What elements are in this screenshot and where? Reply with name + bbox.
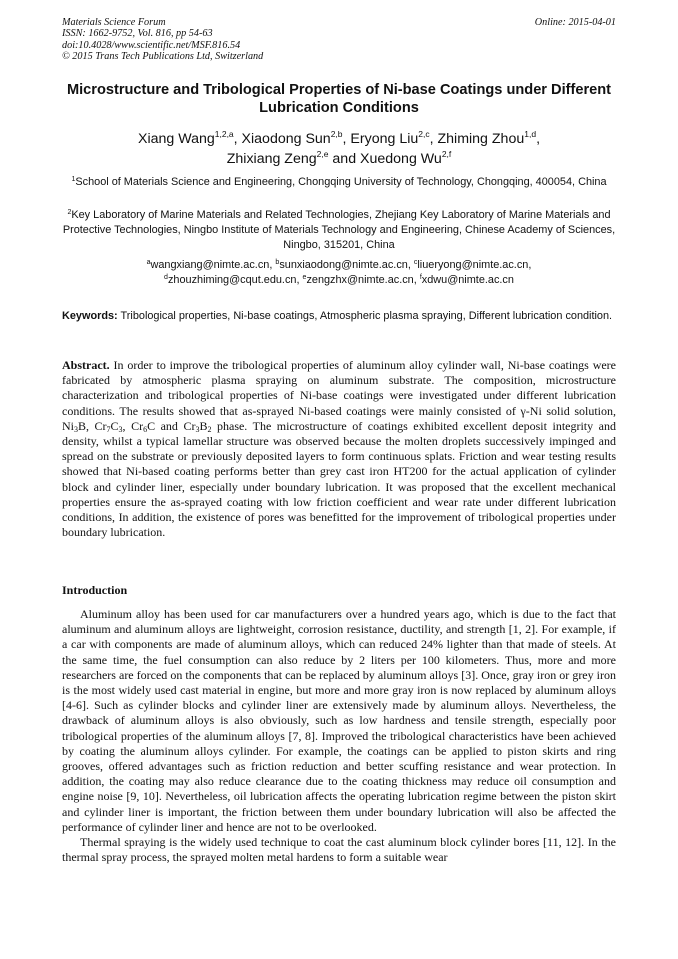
author-emails: $^a$wangxiang@nimte.ac.cn, $^b$sunxiaodong@nimte.ac.cn, $^c$liueryong@nimte.ac.cn, $^d$zhouzhiming@cqut.edu.cn, $^e$zengzhx@nimte.ac.cn, $^f$xdwu@nimte.ac.cn <box>146 259 532 286</box>
affiliation-2: $^2$Key Laboratory of Marine Materials and Related Technologies, Zhejiang Key Laboratory of Marine Materials and Protective Technologies, Ningbo Institute of Materials Technology and Engineering, Chinese Academy of Sciences, Ningbo, 315201, China <box>62 209 616 251</box>
author-affiliation-mark: 2,f <box>441 149 452 159</box>
author-name: Eryong Liu <box>350 131 419 147</box>
doi-line[interactable]: doi:10.4028/www.scientific.net/MSF.816.54 <box>62 39 241 51</box>
keywords <box>62 309 616 325</box>
author-name: Zhiming Zhou <box>437 131 525 147</box>
journal-header <box>62 17 442 63</box>
paper-title: Microstructure and Tribological Properties of Ni-base Coatings under Different Lubrication Conditions <box>66 82 612 116</box>
author-name: Xuedong Wu <box>360 151 442 167</box>
issn-line: ISSN: 1662-9752, Vol. 816, pp 54-63 <box>62 28 213 40</box>
introduction-body <box>62 607 616 865</box>
paragraph: Thermal spraying is the widely used technique to coat the cast aluminum block cylinder bores [11, 12]. In the thermal spray process, the sprayed molten metal hardens to form a suitable wear <box>62 835 616 865</box>
online-date: Online: 2015-04-01 <box>534 17 616 28</box>
email-link[interactable]: zhouzhiming@cqut.edu.cn <box>167 274 297 286</box>
keywords-label: Keywords: <box>62 310 118 322</box>
author-affiliation-mark: 2,b <box>330 129 343 139</box>
abstract: Abstract. In order to improve the tribological properties of aluminum alloy cylinder wall, Ni-base coatings were fabricated by atmospheric plasma spraying on aluminum substrate. The composition, microstructure characterization and tribological properties of Ni-base coatings were investigated under different lubrication conditions. The results showed that as-sprayed Ni-based coatings were mainly consisted of γ-Ni solid solution, $Ni_3B$, $Cr_7C_3$, $Cr_6C$ and $Cr_3B_2$ phase. The microstructure of coatings exhibited excellent deposit integrity and density, whilst a typical lamellar structure was observed because the molten droplets successively impinged and spread on the substrate or previously deposited layers to form continuous splats. Friction and wear testing results showed that Ni-based coating performs better than grey cast iron HT200 for the actual application of cylinder block and cylinder liner, especially under boundary lubrication. It was proposed that the excellent mechanical properties ensure the as-sprayed coating with low friction coefficient and wear rate under different lubrication conditions, In addition, the existence of pores was benefitted for the improvement of tribological properties under boundary lubrication. <box>62 358 617 540</box>
email-link[interactable]: wangxiang@nimte.ac.cn <box>150 259 270 271</box>
author-name: Xiaodong Sun <box>241 131 331 147</box>
abstract-label: Abstract. <box>62 358 110 372</box>
email-link[interactable]: zengzhx@nimte.ac.cn <box>306 274 414 286</box>
author-affiliation-mark: 2,e <box>316 149 329 159</box>
author-affiliation-mark: 2,c <box>418 129 430 139</box>
email-link[interactable]: xdwu@nimte.ac.cn <box>421 274 514 286</box>
author-list: Xiang Wang$^{1,2,a}$, Xiaodong Sun$^{2,b}$, Eryong Liu$^{2,c}$, Zhiming Zhou$^{1,d}$, Zhixiang Zeng$^{2,e}$ and Xuedong Wu$^{2,f}$ <box>137 129 541 167</box>
email-link[interactable]: sunxiaodong@nimte.ac.cn <box>279 259 408 271</box>
author-affiliation-mark: 1,2,a <box>214 129 234 139</box>
email-link[interactable]: liueryong@nimte.ac.cn <box>417 259 529 271</box>
author-name: Xiang Wang <box>137 131 215 147</box>
copyright-line: © 2015 Trans Tech Publications Ltd, Switzerland <box>62 51 264 63</box>
paragraph: Aluminum alloy has been used for car manufacturers over a hundred years ago, which is due to the fact that aluminum and aluminum alloys are lightweight, corrosion resistance, ductility, and strength [1, 2]. For example, if a car with components are made of aluminum alloys, which can reduced 24% lighter than that made of steels. At the same time, the fuel consumption can also reduce by 2 liters per 100 kilometers. Thus, more and more researchers are forced on the components that can be replaced by aluminum alloys [3]. Once, gray iron or grey iron is the most widely used cast material in engine, but more and more gray iron is now replaced by aluminum alloys [4-6]. Such as cylinder blocks and cylinder liner are extensively made by aluminum alloys. Nevertheless, the drawback of aluminum alloys is also obviously, such as low hardness and tensile strength, especially poor tribological properties of the aluminum alloys [7, 8]. Improved the tribological characteristics have been achieved by coating the aluminum alloys cylinder. For example, the coatings can be applied to piston skirts and ring grooves, offered advantages such as friction reduction and better scuffing resistance and wear protection. In addition, the coating may also reduce clearance due to the coating thickness may reduce oil consumption and engine noise [9, 10]. Nevertheless, oil lubrication affects the operating lubrication regime between the piston skirt and cylinder liner is important, the friction between them under boundary lubrication will also be affected the performance of cylinder liner and hence are not to be overlooked. <box>62 607 616 834</box>
journal-name: Materials Science Forum <box>62 17 166 28</box>
author-name: Zhixiang Zeng <box>226 151 317 167</box>
keywords-text: Tribological properties, Ni-base coatings, Atmospheric plasma spraying, Different lubrication condition. <box>120 310 613 322</box>
affiliation-1: $^1$School of Materials Science and Engineering, Chongqing University of Technology, Chongqing, 400054, China <box>71 176 607 188</box>
author-affiliation-mark: 1,d <box>524 129 537 139</box>
section-heading-introduction: Introduction <box>62 583 128 597</box>
